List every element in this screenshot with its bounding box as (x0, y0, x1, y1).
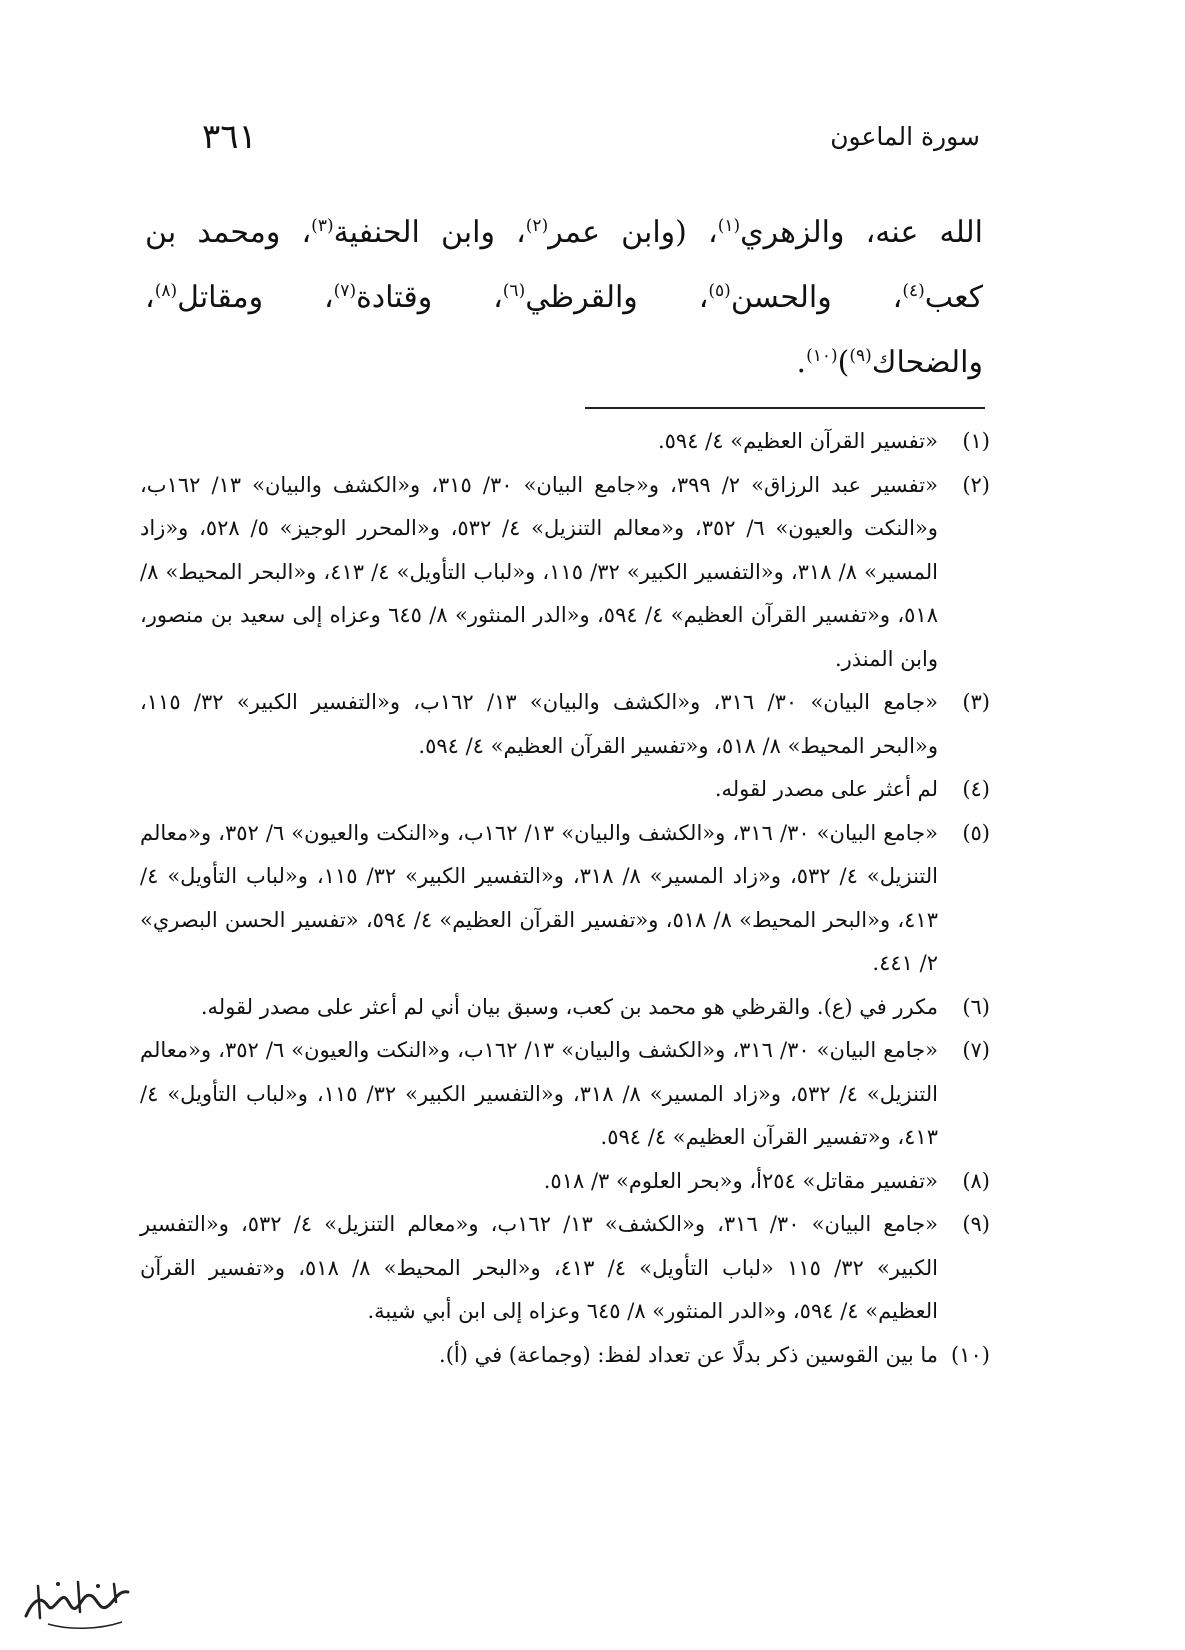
main-text (145, 200, 983, 395)
footnote-number: (١) (962, 429, 990, 453)
footnote-ref: (٤) (902, 281, 925, 301)
footnote-ref: (١٠) (806, 346, 838, 366)
text-span: ، ومحمد بن (145, 215, 312, 250)
footnote-text: «جامع البيان» ٣٠/ ٣١٦، و«الكشف والبيان» ١٣/ ١٦٢ب، و«التفسير الكبير» ٣٢/ ١١٥، و«البحر المحيط» ٨/ ٥١٨، و«تفسير القرآن العظيم» ٤/ ٥٩٤. (140, 690, 938, 758)
main-text-line (145, 265, 983, 330)
footnote-separator (585, 407, 985, 409)
footnote-ref: (٣) (311, 216, 334, 236)
footnote-number: (١٠) (951, 1342, 990, 1367)
footnote-item (140, 681, 990, 768)
footnote-text: «تفسير مقاتل» ٢٥٤أ، و«بحر العلوم» ٣/ ٥١٨. (543, 1168, 938, 1193)
footnote-item (140, 1160, 990, 1204)
surah-title: سورة الماعون (830, 122, 980, 151)
page-number: ٣٦١ (202, 117, 257, 157)
text-span: ، والقرظي (525, 280, 709, 315)
text-span: والضحاك (871, 345, 983, 380)
footnote-number: (٤) (962, 777, 990, 801)
footnote-ref: (٧) (333, 281, 357, 301)
main-text-line (145, 200, 983, 265)
footnote-ref: (٢) (525, 216, 549, 236)
footnote-text: «جامع البيان» ٣٠/ ٣١٦، و«الكشف والبيان» ١٣/ ١٦٢ب، و«النكت والعيون» ٦/ ٣٥٢، و«معالم التنزيل» ٤/ ٥٣٢، و«زاد المسير» ٨/ ٣١٨، و«التفسير الكبير» ٣٢/ ١١٥، و«لباب التأويل» ٤/ ٤١٣، و«تفسير القرآن العظيم» ٤/ ٥٩٤. (140, 1038, 938, 1149)
footnote-item (140, 464, 990, 682)
text-span: ، ومقاتل (177, 280, 334, 315)
footnote-item (140, 1334, 990, 1378)
text-span: الله عنه، والزهري (740, 215, 983, 250)
footnote-number: (٨) (962, 1168, 990, 1193)
footnote-number: (٩) (962, 1212, 990, 1236)
main-text-line (145, 330, 983, 395)
footnote-number: (٦) (962, 994, 990, 1019)
footnote-ref: (٦) (502, 281, 526, 301)
text-span: ، والحسن (730, 280, 903, 315)
footnote-text: «جامع البيان» ٣٠/ ٣١٦، و«الكشف والبيان» ١٣/ ١٦٢ب، و«النكت والعيون» ٦/ ٣٥٢، و«معالم التنزيل» ٤/ ٥٣٢، و«زاد المسير» ٨/ ٣١٨، و«التفسير الكبير» ٣٢/ ١١٥، و«لباب التأويل» ٤/ ٤١٣، و«البحر المحيط» ٨/ ٥١٨، و«تفسير القرآن العظيم» ٤/ ٥٩٤، «تفسير الحسن البصري» ٢/ ٤٤١. (140, 820, 938, 975)
text-span: ، (وابن عمر (548, 215, 718, 250)
text-span: ، (145, 280, 155, 315)
footnote-number: (٣) (962, 690, 990, 714)
text-span: . (796, 345, 807, 380)
footnote-item (140, 420, 990, 464)
text-span: ، وابن الحنفية (333, 215, 526, 250)
footnote-item (140, 1203, 990, 1334)
text-span: ، وقتادة (356, 280, 503, 315)
footnotes (140, 420, 990, 1377)
footnote-text: «تفسير القرآن العظيم» ٤/ ٥٩٤. (657, 429, 938, 453)
footnote-number: (٧) (962, 1038, 990, 1062)
footnote-item (140, 812, 990, 986)
footnote-text: «جامع البيان» ٣٠/ ٣١٦، و«الكشف» ١٣/ ١٦٢ب، و«معالم التنزيل» ٤/ ٥٣٢، و«التفسير الكبير» ٣٢/ ١١٥ «لباب التأويل» ٤/ ٤١٣، و«البحر المحيط» ٨/ ٥١٨، و«تفسير القرآن العظيم» ٤/ ٥٩٤، و«الدر المنثور» ٨/ ٦٤٥ وعزاه إلى ابن أبي شيبة. (140, 1212, 938, 1323)
footnote-item (140, 1029, 990, 1160)
footnote-ref: (٥) (708, 281, 731, 301)
footnote-text: «تفسير عبد الرزاق» ٢/ ٣٩٩، و«جامع البيان» ٣٠/ ٣١٥، و«الكشف والبيان» ١٣/ ١٦٢ب، و«النكت والعيون» ٦/ ٣٥٢، و«معالم التنزيل» ٤/ ٥٣٢، و«المحرر الوجيز» ٥/ ٥٢٨، و«زاد المسير» ٨/ ٣١٨، و«التفسير الكبير» ٣٢/ ١١٥، و«لباب التأويل» ٤/ ٤١٣، و«البحر المحيط» ٨/ ٥١٨، و«تفسير القرآن العظيم» ٤/ ٥٩٤، و«الدر المنثور» ٨/ ٦٤٥ وعزاه إلى سعيد بن منصور، وابن المنذر. (140, 472, 938, 671)
footnote-text: ما بين القوسين ذكر بدلًا عن تعداد لفظ: (وجماعة) في (أ). (439, 1342, 938, 1367)
footnote-ref: (١) (717, 216, 741, 236)
footnote-text: لم أعثر على مصدر لقوله. (714, 777, 938, 801)
footnote-number: (٢) (962, 472, 990, 497)
running-head (180, 112, 980, 162)
footnote-text: مكرر في (ع). والقرظي هو محمد بن كعب، وسبق بيان أني لم أعثر على مصدر لقوله. (200, 994, 938, 1019)
footnote-item (140, 768, 990, 812)
footnote-number: (٥) (962, 820, 990, 845)
text-span: كعب (924, 280, 983, 315)
text-span: ) (837, 345, 850, 380)
calligraphy-logo-icon (18, 1572, 138, 1636)
footnote-ref: (٨) (154, 281, 178, 301)
footnote-ref: (٩) (849, 346, 872, 366)
publisher-logo (18, 1572, 138, 1636)
footnote-item (140, 986, 990, 1030)
